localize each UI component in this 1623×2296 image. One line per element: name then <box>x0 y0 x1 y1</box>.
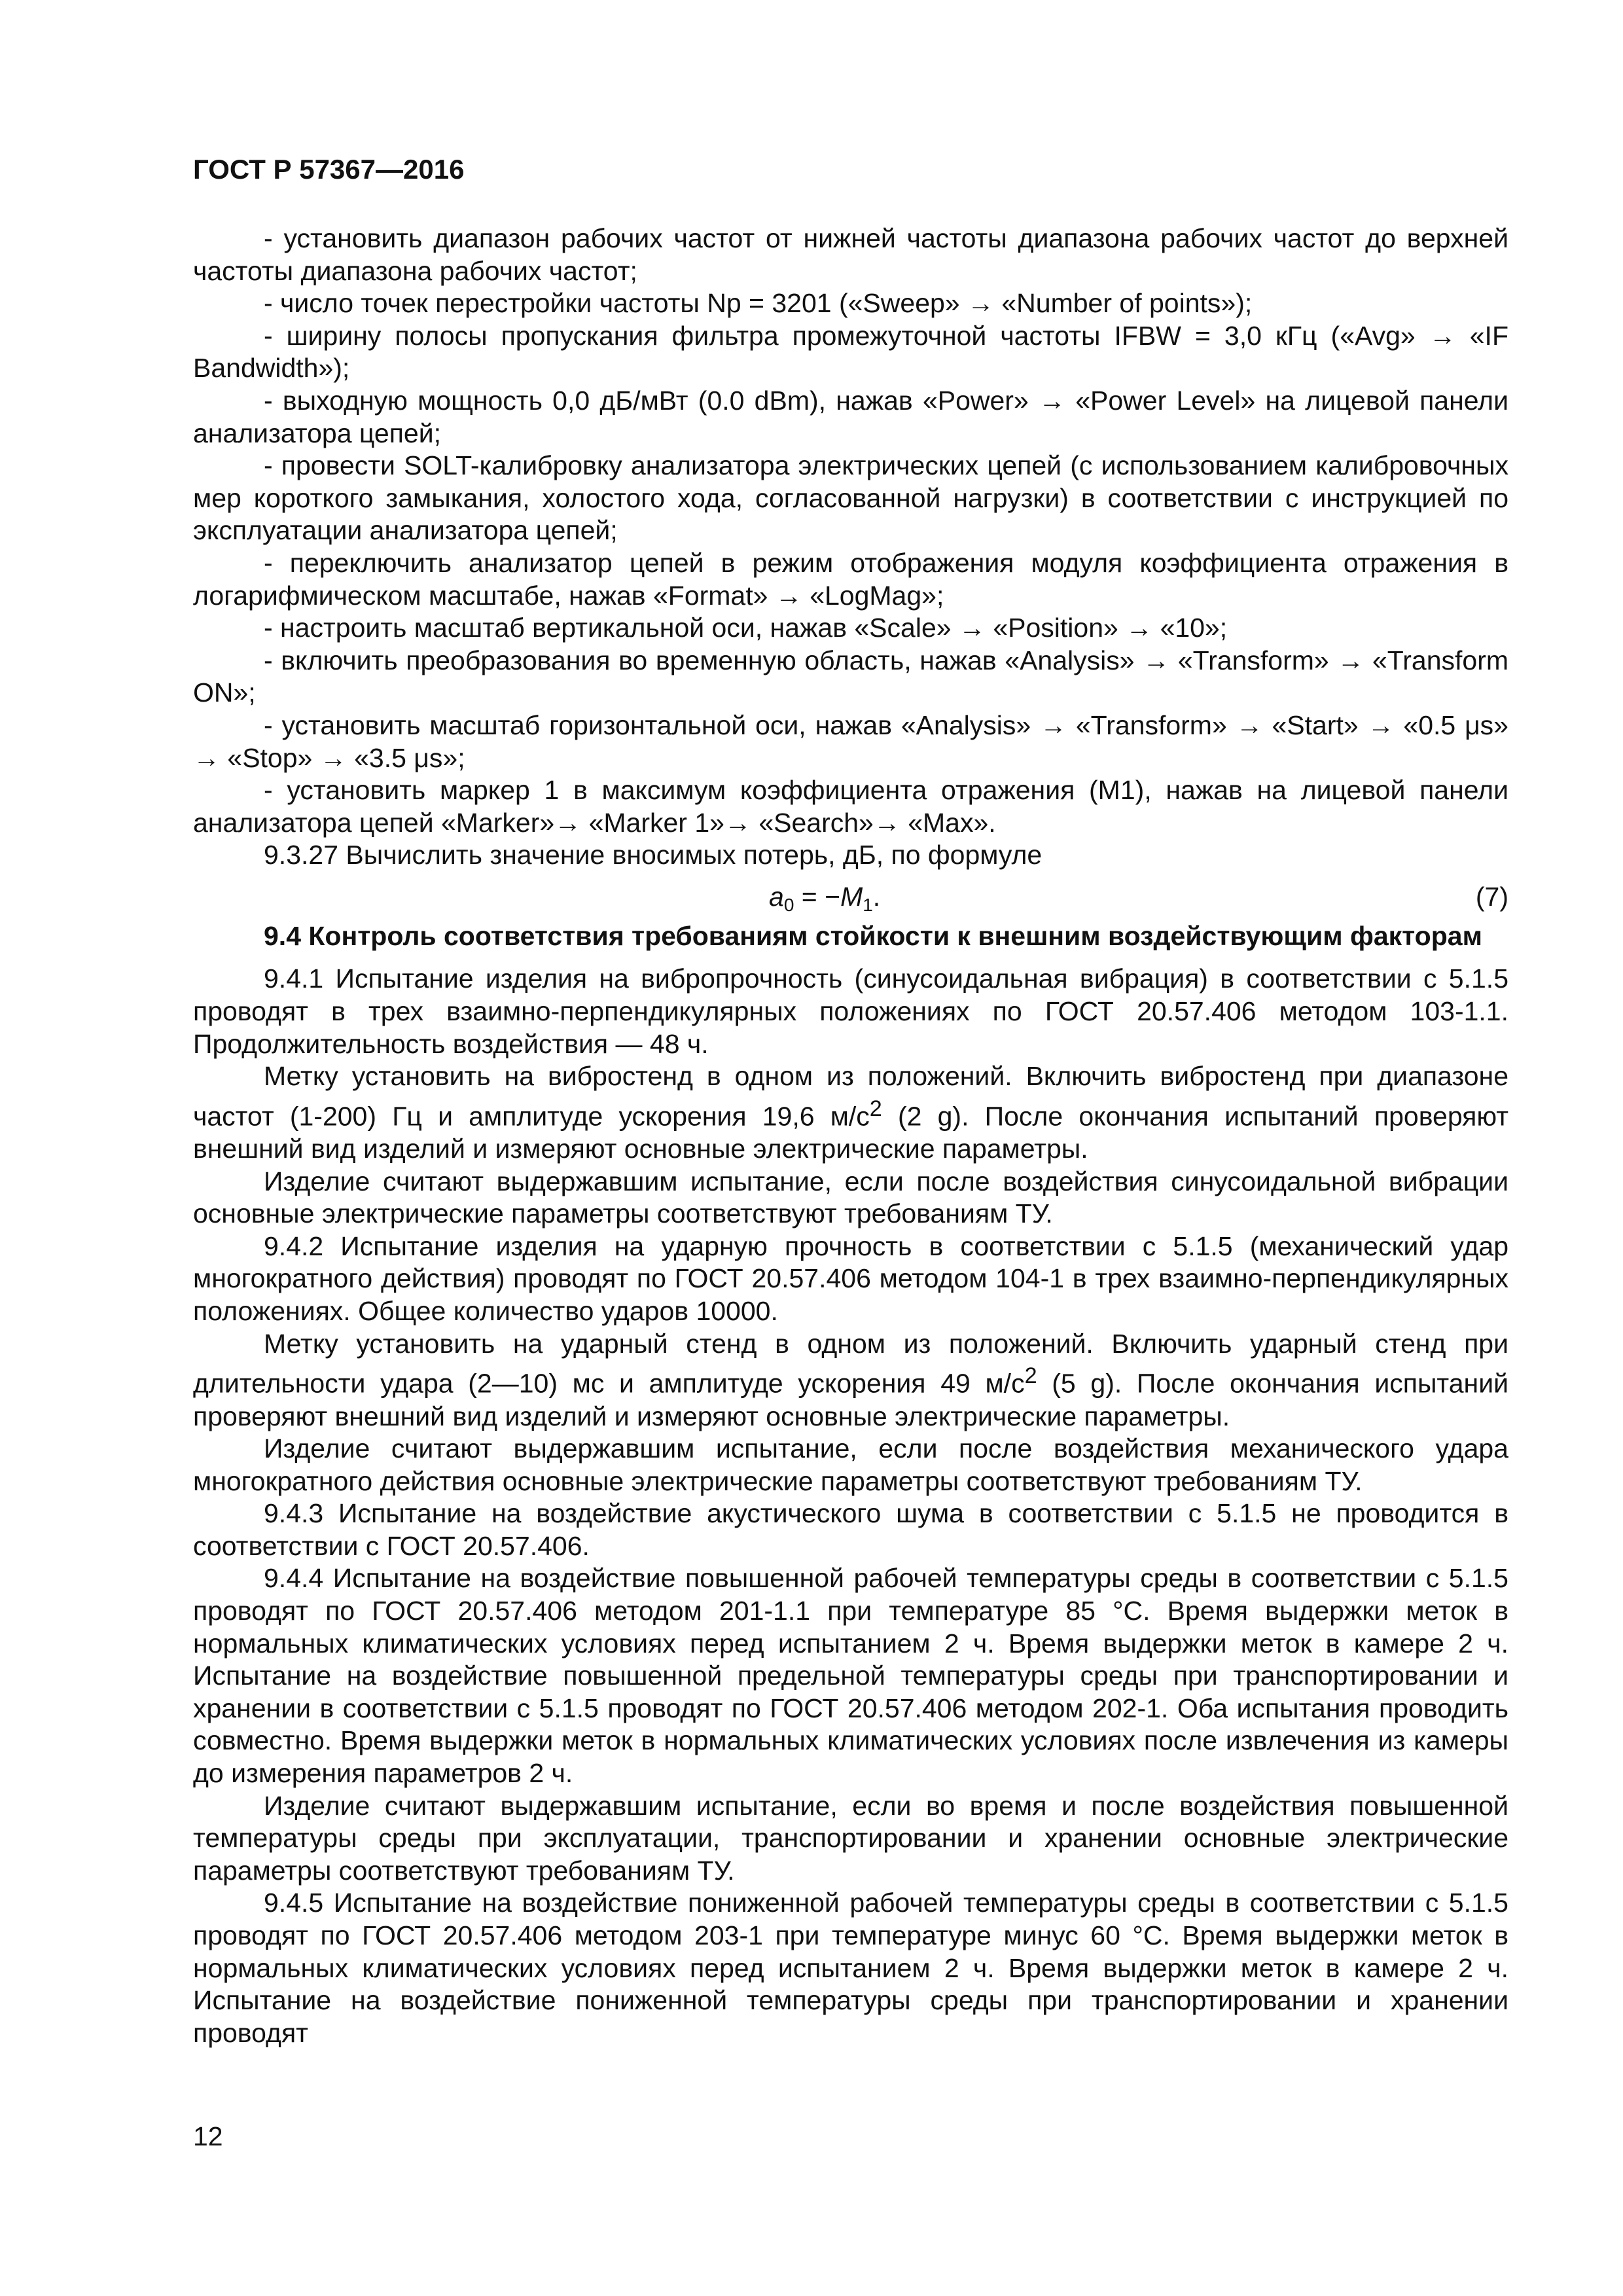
formula-7 <box>193 877 1508 919</box>
paragraph: - настроить масштаб вертикальной оси, нажав «Scale» → «Position» → «10»; <box>264 613 1228 643</box>
document-header: ГОСТ Р 57367—2016 <box>193 154 465 185</box>
paragraph: - ширину полосы пропускания фильтра промежуточной частоты IFBW = 3,0 кГц («Avg» → «IF Bandwidth»); <box>193 320 1508 384</box>
formula-lhs-subscript: 0 <box>783 894 794 915</box>
document-body <box>193 223 1508 2049</box>
paragraph: - установить масштаб горизонтальной оси, нажав «Analysis» → «Transform» → «Start» → «0.5 μs» → «Stop» → «3.5 μs»; <box>193 709 1508 773</box>
paragraph: Изделие считают выдержавшим испытание, если после воздействия механического удара многократного действия основные электрические параметры соответствуют требованиям ТУ. <box>193 1433 1508 1496</box>
paragraph: - переключить анализатор цепей в режим отображения модуля коэффициента отражения в логарифмическом масштабе, нажав «Format» → «LogMag»; <box>193 547 1508 611</box>
paragraph: Изделие считают выдержавшим испытание, если во время и после воздействия повышенной температуры среды при эксплуатации, транспортировании и хранении основные электрические параметры соответствуют требованиям ТУ. <box>193 1790 1508 1886</box>
text-segment: (2 g). После окончания испытаний проверяют внешний вид изделий и измеряют основные электрические параметры. <box>193 1101 1508 1164</box>
paragraph-9-4-1: 9.4.1 Испытание изделия на вибропрочность (синусоидальная вибрация) в соответствии с 5.1.5 проводят в трех взаимно-перпендикулярных положениях по ГОСТ 20.57.406 методом 103-1.1. Продолжительность воздействия — 48 ч. <box>193 963 1508 1059</box>
paragraph: - число точек перестройки частоты Np = 3201 («Sweep» → «Number of points»); <box>264 288 1253 319</box>
paragraph: 9.3.27 Вычислить значение вносимых потерь, дБ, по формуле <box>264 840 1043 870</box>
paragraph-9-4-2: 9.4.2 Испытание изделия на ударную прочность в соответствии с 5.1.5 (механический удар многократного действия) проводят по ГОСТ 20.57.406 методом 104-1 в трех взаимно-перпендикулярных положениях. Общее количество ударов 10000. <box>193 1230 1508 1327</box>
paragraph: - включить преобразования во временную область, нажав «Analysis» → «Transform» → «Transform ON»; <box>193 645 1508 708</box>
paragraph-9-4-5: 9.4.5 Испытание на воздействие пониженной рабочей температуры среды в соответствии с 5.1.5 проводят по ГОСТ 20.57.406 методом 203-1 при температуре минус 60 °С. Время выдержки меток в нормальных климатических условиях перед испытанием 2 ч. Время выдержки меток в камере 2 ч. Испытание на воздействие пониженной температуры среды при транспортировании и хранении проводят <box>193 1888 1508 2048</box>
formula-tail: . <box>872 881 881 912</box>
paragraph: - провести SOLT-калибровку анализатора электрических цепей (с использованием калибровочных мер короткого замыкания, холостого хода, согласованной нагрузки) в соответствии с инструкцией по эксплуатации анализатора цепей; <box>193 450 1508 546</box>
paragraph-9-4-3: 9.4.3 Испытание на воздействие акустического шума в соответствии с 5.1.5 не проводится в соответствии с ГОСТ 20.57.406. <box>193 1498 1508 1561</box>
document-page <box>193 0 1508 2296</box>
paragraph: - выходную мощность 0,0 дБ/мВт (0.0 dBm), нажав «Power» → «Power Level» на лицевой панели анализатора цепей; <box>193 385 1508 448</box>
formula-lhs: a <box>769 881 784 912</box>
text-segment: Метку установить на ударный стенд в одном из положений. Включить ударный стенд при длительности удара (2—10) мс и амплитуде ускорения 49 м/с <box>193 1328 1508 1399</box>
superscript: 2 <box>1024 1363 1037 1389</box>
paragraph <box>193 1328 1508 1433</box>
superscript: 2 <box>869 1096 882 1121</box>
paragraph <box>193 1060 1508 1165</box>
formula-number: (7) <box>1475 881 1508 912</box>
paragraph: Изделие считают выдержавшим испытание, если после воздействия синусоидальной вибрации основные электрические параметры соответствуют требованиям ТУ. <box>193 1166 1508 1229</box>
text-segment: Метку установить на вибростенд в одном из положений. Включить вибростенд при диапазоне частот (1-200) Гц и амплитуде ускорения 19,6 м/с <box>193 1061 1508 1132</box>
formula-expression <box>769 881 880 914</box>
paragraph: - установить диапазон рабочих частот от нижней частоты диапазона рабочих частот до верхней частоты диапазона рабочих частот; <box>193 223 1508 286</box>
paragraph: - установить маркер 1 в максимум коэффициента отражения (M1), нажав на лицевой панели анализатора цепей «Marker»→ «Marker 1»→ «Search»→ «Max». <box>193 775 1508 838</box>
formula-rhs: M <box>840 881 863 912</box>
formula-operator: = − <box>794 881 841 912</box>
section-title: 9.4 Контроль соответствия требованиям стойкости к внешним воздействующим факторам <box>264 920 1482 951</box>
text-segment: (5 g). После окончания испытаний проверяют внешний вид изделий и измеряют основные электрические параметры. <box>193 1368 1508 1431</box>
formula-rhs-subscript: 1 <box>863 894 873 915</box>
page-number: 12 <box>193 2121 223 2151</box>
paragraph-9-4-4: 9.4.4 Испытание на воздействие повышенной рабочей температуры среды в соответствии с 5.1.5 проводят по ГОСТ 20.57.406 методом 201-1.1 при температуре 85 °С. Время выдержки меток в нормальных климатических условиях перед испытанием 2 ч. Время выдержки меток в камере 2 ч. Испытание на воздействие повышенной предельной температуры среды при транспортировании и хранении в соответствии с 5.1.5 проводят по ГОСТ 20.57.406 методом 202-1. Оба испытания проводить совместно. Время выдержки меток в нормальных климатических условиях после извлечения из камеры до измерения параметров 2 ч. <box>193 1563 1508 1789</box>
